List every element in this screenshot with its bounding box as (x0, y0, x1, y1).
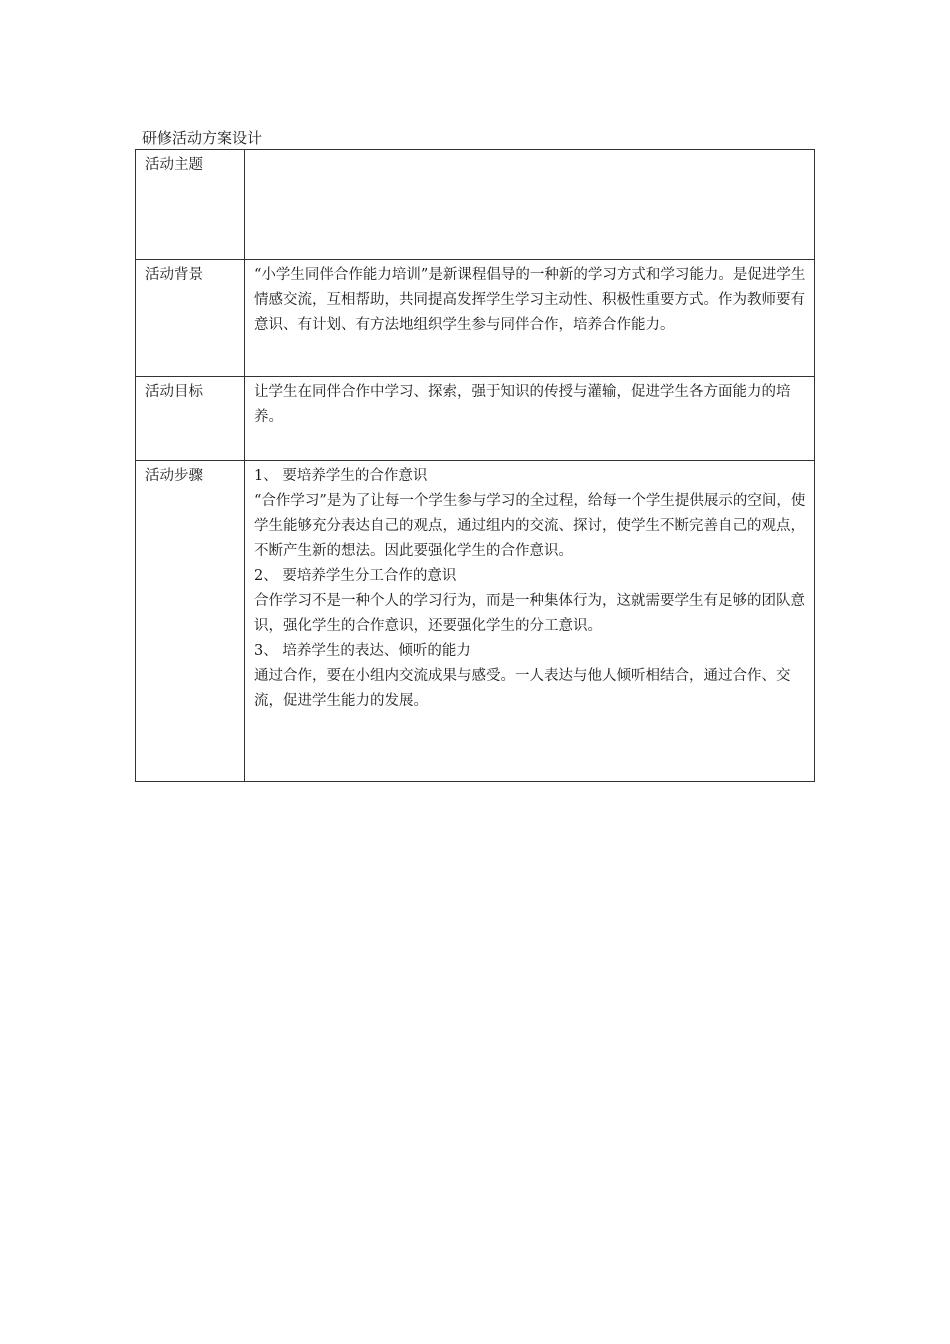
background-label: 活动背景 (136, 260, 245, 377)
step-3-heading: 3、 培养学生的表达、倾听的能力 (254, 643, 471, 659)
table-row-theme (136, 150, 815, 260)
step-2-heading: 2、 要培养学生分工合作的意识 (254, 568, 457, 584)
theme-label: 活动主题 (136, 150, 245, 260)
step-1-heading: 1、 要培养学生的合作意识 (254, 468, 428, 484)
steps-label: 活动步骤 (136, 461, 245, 782)
steps-content (245, 461, 815, 782)
activity-plan-table (135, 149, 815, 782)
background-content: “小学生同伴合作能力培训”是新课程倡导的一种新的学习方式和学习能力。是促进学生情感交流，互相帮助，共同提高发挥学生学习主动性、积极性重要方式。作为教师要有意识、有计划、有方法地组织学生参与同伴合作，培养合作能力。 (245, 260, 815, 377)
goal-content: 让学生在同伴合作中学习、探索，强于知识的传授与灌输，促进学生各方面能力的培养。 (245, 377, 815, 461)
document-title: 研修活动方案设计 (142, 129, 263, 147)
step-2-body: 合作学习不是一种个人的学习行为，而是一种集体行为，这就需要学生有足够的团队意识，强化学生的合作意识，还要强化学生的分工意识。 (254, 593, 805, 634)
goal-label: 活动目标 (136, 377, 245, 461)
step-1-body: “合作学习”是为了让每一个学生参与学习的全过程，给每一个学生提供展示的空间，使学生能够充分表达自己的观点，通过组内的交流、探讨，使学生不断完善自己的观点，不断产生新的想法。因此要强化学生的合作意识。 (254, 493, 806, 559)
step-3-body: 通过合作，要在小组内交流成果与感受。一人表达与他人倾听相结合，通过合作、交流，促进学生能力的发展。 (254, 668, 791, 709)
table-row-background (136, 260, 815, 377)
theme-content (245, 150, 815, 260)
table-row-steps (136, 461, 815, 782)
table-row-goal (136, 377, 815, 461)
